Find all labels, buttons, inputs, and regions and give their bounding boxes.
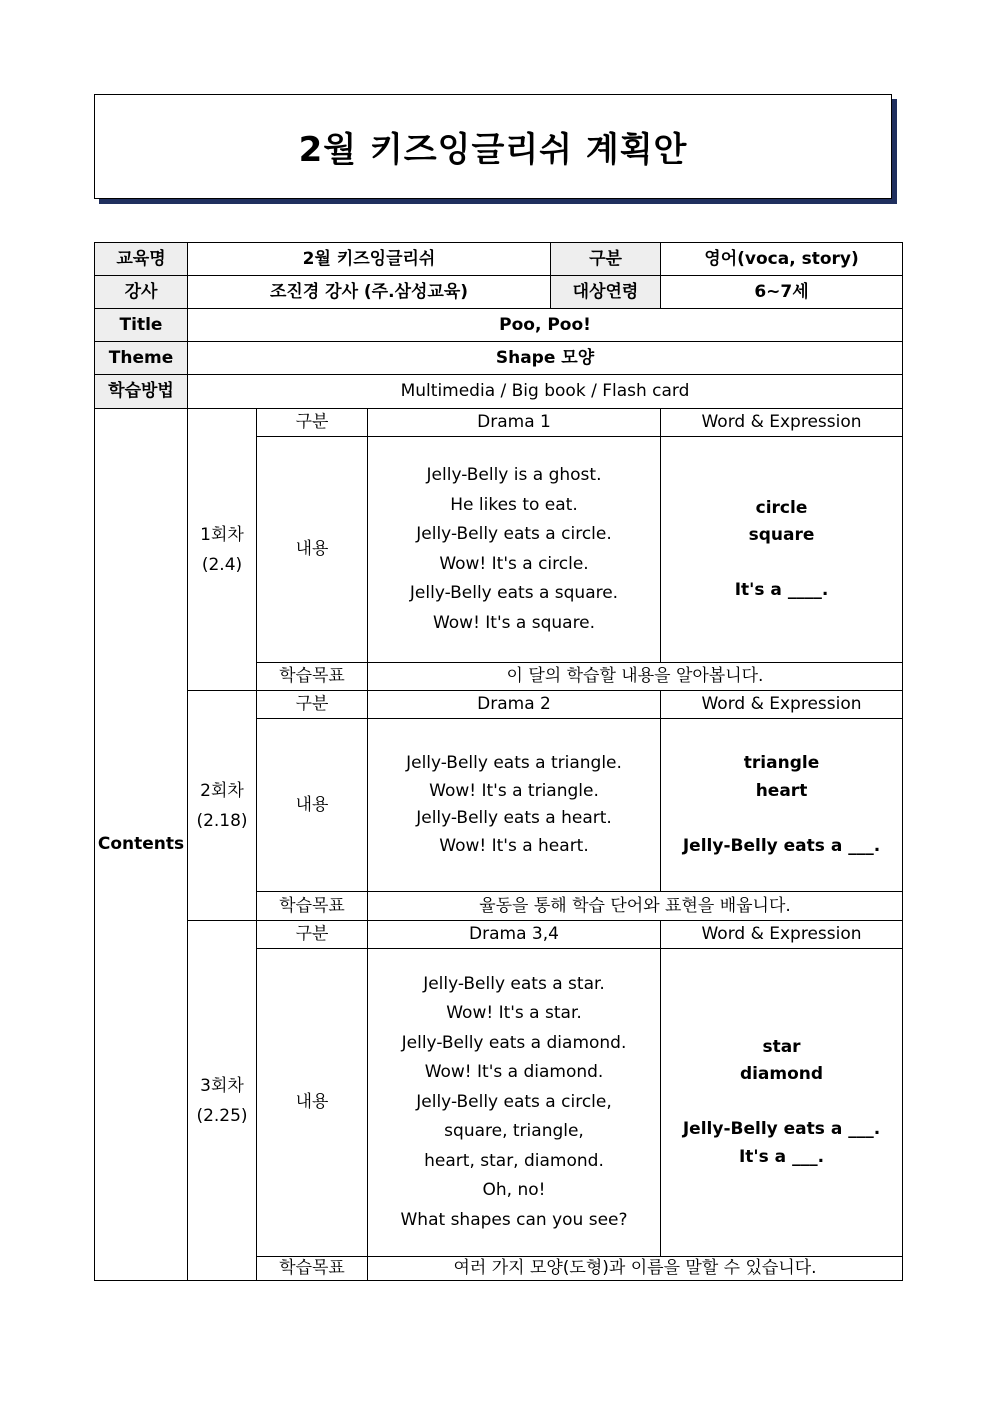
session-1-lines bbox=[368, 437, 661, 663]
word-item: triangle bbox=[743, 753, 820, 773]
session-2-words bbox=[661, 719, 903, 892]
info-row-theme bbox=[95, 342, 903, 375]
session-2-content-label: 내용 bbox=[257, 719, 368, 892]
word-item bbox=[661, 1089, 902, 1117]
session-3-word-header: Word & Expression bbox=[661, 921, 903, 949]
info-row-title bbox=[95, 309, 903, 342]
session-2-name: 2회차 bbox=[200, 780, 244, 801]
session-1-content-label: 내용 bbox=[257, 437, 368, 663]
lesson-line: Jelly-Belly eats a diamond. bbox=[401, 1032, 627, 1053]
edu-label: 교육명 bbox=[95, 243, 188, 276]
info-row-teacher bbox=[95, 276, 903, 309]
session-1-goal-label: 학습목표 bbox=[257, 663, 368, 691]
session-3-date: (2.25) bbox=[196, 1105, 248, 1126]
lesson-line: Jelly-Belly is a ghost. bbox=[426, 465, 602, 485]
word-item: Jelly-Belly eats a ___. bbox=[682, 835, 881, 856]
lesson-line: Wow! It's a square. bbox=[432, 612, 596, 633]
session-2-word-header: Word & Expression bbox=[661, 691, 903, 719]
word-item: star bbox=[762, 1036, 801, 1057]
type-value: 영어(voca, story) bbox=[661, 243, 903, 276]
document-title: 2월 키즈잉글리쉬 계획안 bbox=[298, 130, 688, 170]
session-3-words bbox=[661, 949, 903, 1257]
teacher-label: 강사 bbox=[95, 276, 188, 309]
session-3-content-label: 내용 bbox=[257, 949, 368, 1257]
plan-table bbox=[94, 242, 903, 1281]
session-1-goal: 이 달의 학습할 내용을 알아봅니다. bbox=[368, 663, 903, 691]
lesson-line: Jelly-Belly eats a heart. bbox=[416, 808, 612, 828]
lesson-line: Wow! It's a circle. bbox=[439, 553, 589, 574]
word-item: Jelly-Belly eats a ___. bbox=[682, 1119, 881, 1140]
session-2-cell bbox=[188, 691, 257, 921]
edu-value: 2월 키즈잉글리쉬 bbox=[188, 243, 551, 276]
lesson-line: Jelly-Belly eats a star. bbox=[423, 973, 605, 994]
theme-value: Shape 모양 bbox=[188, 342, 903, 375]
session-1-cell bbox=[188, 409, 257, 691]
lesson-line: What shapes can you see? bbox=[400, 1209, 628, 1230]
word-item: square bbox=[748, 525, 815, 545]
age-value: 6~7세 bbox=[661, 276, 903, 309]
session-1-col-label: 구분 bbox=[257, 409, 368, 437]
word-item bbox=[661, 805, 902, 833]
lesson-line: Wow! It's a heart. bbox=[439, 835, 589, 856]
session-1-date: (2.4) bbox=[201, 554, 243, 575]
info-row-method bbox=[95, 375, 903, 409]
word-item: It's a ___. bbox=[738, 1146, 825, 1167]
age-label: 대상연령 bbox=[551, 276, 661, 309]
title-value: Poo, Poo! bbox=[188, 309, 903, 342]
session-3-drama: Drama 3,4 bbox=[368, 921, 661, 949]
word-item: It's a ____. bbox=[734, 580, 829, 600]
session-1-header-row bbox=[95, 409, 903, 437]
session-3-goal-label: 학습목표 bbox=[257, 1257, 368, 1281]
lesson-line: heart, star, diamond. bbox=[424, 1150, 604, 1171]
lesson-line: He likes to eat. bbox=[450, 494, 578, 515]
type-label: 구분 bbox=[551, 243, 661, 276]
lesson-line: Jelly-Belly eats a triangle. bbox=[406, 753, 622, 773]
session-1-drama: Drama 1 bbox=[368, 409, 661, 437]
lesson-line: Wow! It's a triangle. bbox=[429, 780, 599, 801]
method-value: Multimedia / Big book / Flash card bbox=[188, 375, 903, 409]
lesson-line: square, triangle, bbox=[444, 1121, 584, 1142]
session-2-date: (2.18) bbox=[196, 810, 248, 831]
session-2-header-row bbox=[95, 691, 903, 719]
lesson-line: Jelly-Belly eats a circle, bbox=[416, 1091, 612, 1112]
session-1-words bbox=[661, 437, 903, 663]
method-label: 학습방법 bbox=[95, 375, 188, 409]
lesson-line: Jelly-Belly eats a circle. bbox=[416, 524, 612, 544]
info-row-edu bbox=[95, 243, 903, 276]
session-2-goal-label: 학습목표 bbox=[257, 892, 368, 921]
session-2-drama: Drama 2 bbox=[368, 691, 661, 719]
word-item: circle bbox=[755, 497, 808, 518]
session-2-lines bbox=[368, 719, 661, 892]
contents-label: Contents bbox=[95, 409, 188, 1281]
session-2-goal: 율동을 통해 학습 단어와 표현을 배웁니다. bbox=[368, 892, 903, 921]
theme-label: Theme bbox=[95, 342, 188, 375]
word-item: heart bbox=[755, 780, 808, 801]
title-label: Title bbox=[95, 309, 188, 342]
session-2-col-label: 구분 bbox=[257, 691, 368, 719]
session-3-name: 3회차 bbox=[200, 1075, 244, 1096]
session-3-header-row bbox=[95, 921, 903, 949]
session-3-col-label: 구분 bbox=[257, 921, 368, 949]
session-1-word-header: Word & Expression bbox=[661, 409, 903, 437]
word-item bbox=[661, 550, 902, 578]
session-3-goal: 여러 가지 모양(도형)과 이름을 말할 수 있습니다. bbox=[368, 1257, 903, 1281]
title-box bbox=[94, 94, 892, 199]
session-3-lines bbox=[368, 949, 661, 1257]
session-3-cell bbox=[188, 921, 257, 1281]
teacher-value: 조진경 강사 (주.삼성교육) bbox=[188, 276, 551, 309]
lesson-line: Jelly-Belly eats a square. bbox=[409, 583, 619, 603]
word-item: diamond bbox=[739, 1064, 824, 1085]
lesson-line: Wow! It's a star. bbox=[446, 1003, 582, 1024]
lesson-line: Oh, no! bbox=[482, 1180, 546, 1201]
lesson-line: Wow! It's a diamond. bbox=[424, 1062, 604, 1083]
session-1-name: 1회차 bbox=[200, 524, 244, 545]
